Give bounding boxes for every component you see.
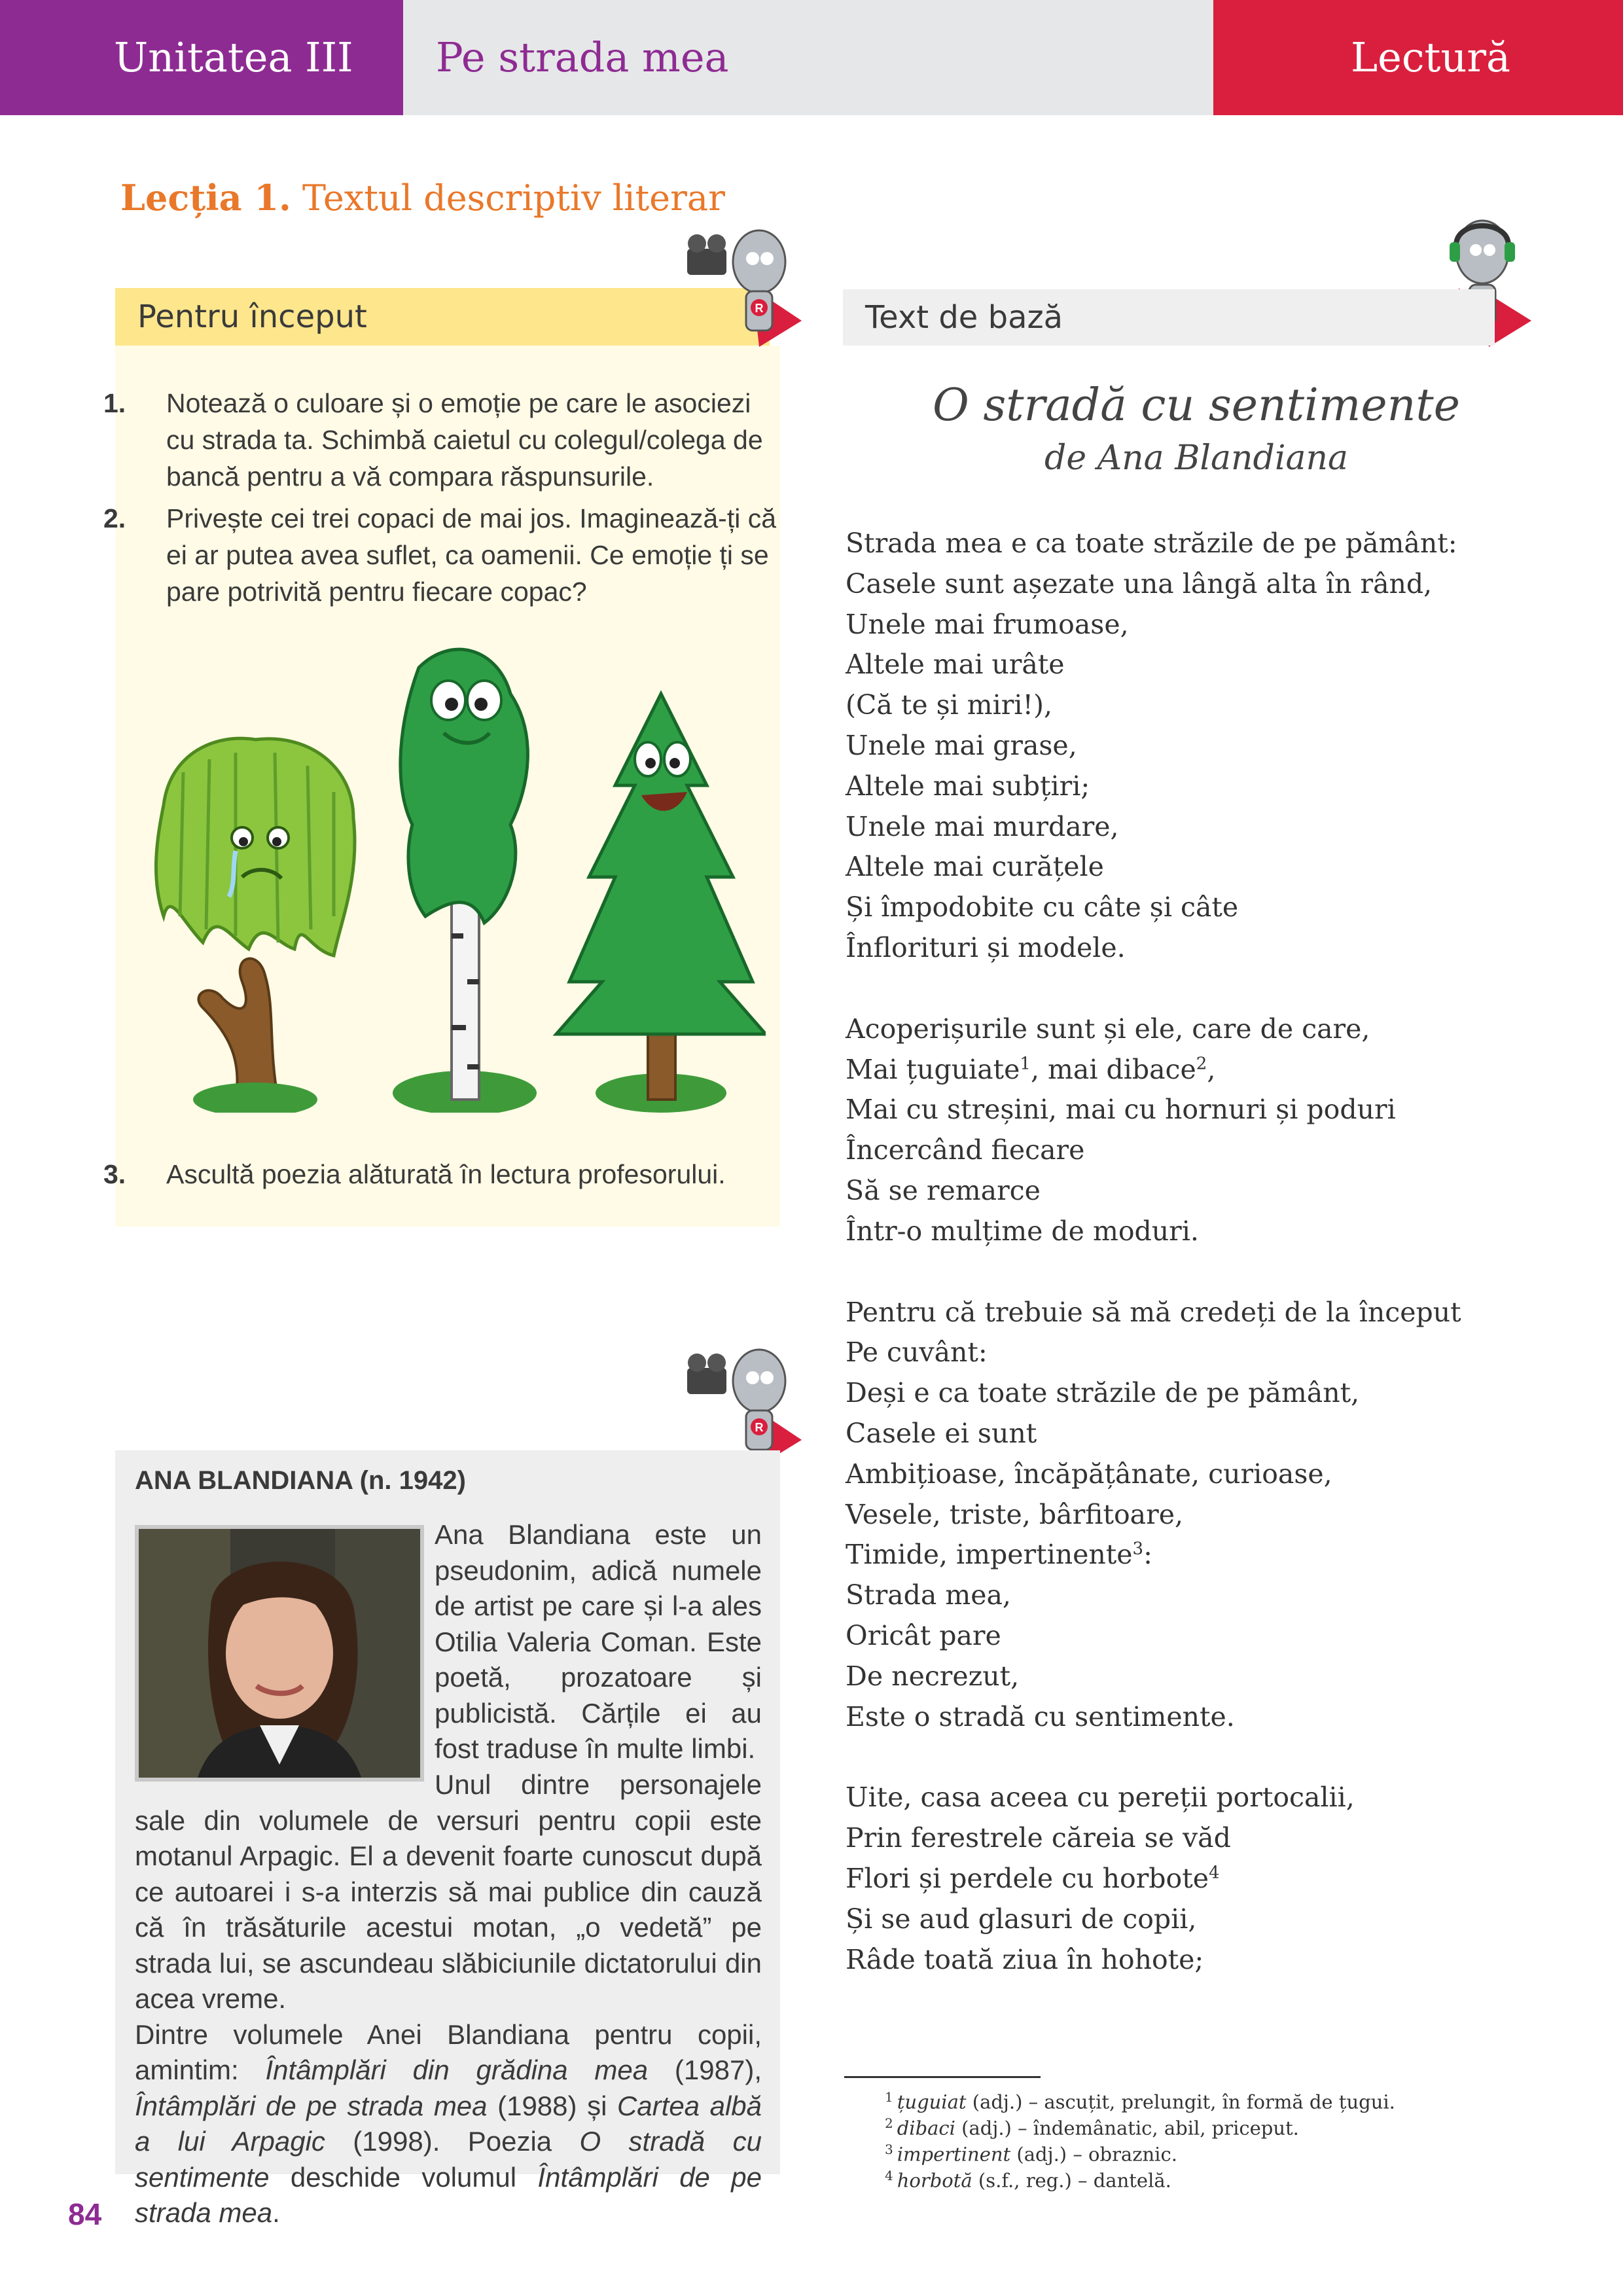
page-number: 84 <box>68 2197 102 2231</box>
footnote <box>885 2136 1395 2166</box>
poem-line: Uite, casa aceea cu pereții portocalii, <box>846 1782 1355 1814</box>
task-number: 2. <box>103 503 126 533</box>
bio-text: Dintre volumele Anei Blandiana pentru copii, amintim: <box>135 2018 762 2085</box>
footnote <box>885 2084 1395 2113</box>
task-text: Notează o culoare și o emoție pe care le asociezi cu strada ta. Schimbă caietul cu colegul/colega de bancă pentru a vă compara răspunsurile. <box>166 388 763 492</box>
footnote-ref: 2 <box>1196 1053 1207 1073</box>
poem-line: Deși e ca toate străzile de pe pământ, <box>846 1377 1360 1409</box>
footnote-ref: 1 <box>1020 1053 1031 1073</box>
book-title: Întâmplări din grădina mea <box>265 2054 649 2085</box>
poem-line: Unele mai frumoase, <box>846 608 1129 640</box>
footnote-ref: 3 <box>1132 1539 1144 1559</box>
footnote-term: horbotă <box>897 2169 972 2192</box>
footnotes <box>885 2075 1395 2192</box>
mascot-camera-icon <box>681 223 812 353</box>
task-2 <box>103 500 781 610</box>
poem-line: De necrezut, <box>846 1660 1020 1692</box>
bio-text: . <box>272 2197 280 2228</box>
poem-body <box>846 524 1565 1980</box>
bio-text: (1988) și <box>487 2090 617 2121</box>
lesson-name: Textul descriptiv literar <box>302 177 725 219</box>
unit-label: Unitatea III <box>0 0 403 115</box>
task-1 <box>103 385 781 495</box>
author-photo <box>135 1525 424 1782</box>
author-bio-heading: ANA BLANDIANA (n. 1942) <box>135 1466 466 1495</box>
poem-text: , <box>1207 1053 1216 1085</box>
footnote-number: 3 <box>885 2142 893 2157</box>
poem-line: Strada mea e ca toate străzile de pe pământ: <box>846 528 1457 559</box>
lesson-label: Lecția 1. <box>120 177 291 219</box>
poem-text: Timide, impertinente <box>846 1539 1133 1571</box>
footnote-definition: (adj.) – ascuțit, prelungit, în formă de țugui. <box>966 2090 1395 2113</box>
poem-line: Să se remarce <box>846 1174 1041 1206</box>
poem-text: Mai țuguiate <box>846 1053 1020 1085</box>
poem-text: : <box>1143 1539 1152 1571</box>
unit-topic: Pe strada mea <box>403 0 1213 115</box>
poem-line: Mai cu streșini, mai cu hornuri și poduri <box>846 1094 1396 1126</box>
poem-line: Încercând fiecare <box>846 1134 1085 1166</box>
task-number: 1. <box>103 388 126 418</box>
footnote-number: 4 <box>885 2168 893 2183</box>
poem-line: Unele mai murdare, <box>846 810 1119 842</box>
poem-text: , mai dibace <box>1030 1053 1196 1085</box>
task-text: Privește cei trei copaci de mai jos. Imaginează-ți că ei ar putea avea suflet, ca oamenii. Ce emoție ți se pare potrivită pentru fiecare copac? <box>166 503 777 607</box>
author-bio-paragraph: Unul dintre personajele sale din volumele de versuri pentru copii este motanul Arpagic. El a devenit foarte cunoscut după ce autoarei i s-a interzis să mai publice din cauză că în trăsăturile acestui motan, „o vedetă” pe strada lui, se ascundeau slăbiciunile dictatorului din acea vreme. <box>135 1769 762 2014</box>
poem-line: Vesele, triste, bârfitoare, <box>846 1498 1184 1530</box>
footnote <box>885 2110 1395 2140</box>
footnote-ref: 4 <box>1208 1863 1220 1883</box>
poem-line: Și se aud glasuri de copii, <box>846 1903 1197 1935</box>
poem-line <box>846 1050 1565 1090</box>
base-text-title: Text de bază <box>865 299 1063 336</box>
mascot-letter: R <box>755 1421 764 1434</box>
three-trees-illustration <box>144 641 766 1113</box>
task-3 <box>103 1156 781 1193</box>
willow-tree-illustration <box>156 738 355 1113</box>
poem-line: Este o stradă cu sentimente. <box>846 1700 1235 1732</box>
footnote <box>885 2162 1395 2192</box>
birch-tree-illustration <box>393 649 537 1113</box>
poem-author: de Ana Blandiana <box>1044 439 1348 478</box>
poem-title-ref: O stradă cu sentimente <box>135 2126 762 2193</box>
poem-line <box>846 1535 1565 1575</box>
book-title: Întâmplări de pe strada mea <box>135 2090 488 2121</box>
task-number: 3. <box>103 1159 126 1189</box>
author-bio-paragraph <box>135 2017 762 2231</box>
section-label: Lectură <box>1213 0 1623 115</box>
footnote-term: impertinent <box>897 2143 1011 2166</box>
footnote-number: 1 <box>885 2089 893 2105</box>
task-text: Ascultă poezia alăturată în lectura profesorului. <box>166 1159 726 1189</box>
book-title: Cartea albă a lui Arpagic <box>135 2090 762 2157</box>
start-title: Pentru început <box>137 298 367 335</box>
author-portrait-image <box>139 1529 420 1778</box>
author-bio-intro: Ana Blandiana este un pseudonim, adică numele de artist pe care și l-a ales Otilia Valeria Coman. Este poetă, prozatoare și publicistă. Cărțile ei au fost traduse în multe limbi. <box>435 1519 762 1764</box>
poem-line <box>846 1859 1565 1899</box>
mascot-letter: R <box>755 302 764 315</box>
lesson-title <box>120 177 725 219</box>
poem-line: Și împodobite cu câte și câte <box>846 891 1239 924</box>
poem-line: Pentru că trebuie să mă credeți de la început <box>846 1296 1461 1328</box>
poem-line: Strada mea, <box>846 1579 1011 1611</box>
footnote-term: țuguiat <box>897 2090 967 2113</box>
book-title: Întâmplări de pe strada mea <box>135 2161 762 2228</box>
footnote-term: dibaci <box>897 2117 955 2140</box>
spruce-tree-illustration <box>556 694 766 1113</box>
footnote-definition: (adj.) – îndemânatic, abil, priceput. <box>955 2117 1299 2140</box>
bio-text: deschide volumul <box>269 2161 538 2193</box>
author-bio-text <box>135 1767 762 2231</box>
poem-line: Unele mai grase, <box>846 729 1077 761</box>
poem-line: Înflorituri și modele. <box>846 931 1126 963</box>
poem-line: Casele ei sunt <box>846 1417 1037 1449</box>
poem-line: Ambițioase, încăpățânate, curioase, <box>846 1458 1332 1490</box>
poem-line: Altele mai urâte <box>846 649 1065 681</box>
poem-line: Prin ferestrele căreia se văd <box>846 1822 1231 1854</box>
poem-line: Pe cuvânt: <box>846 1336 988 1369</box>
poem-line: Râde toată ziua în hohote; <box>846 1943 1204 1975</box>
poem-line: Casele sunt așezate una lângă alta în rând, <box>846 567 1433 600</box>
footnote-definition: (s.f., reg.) – dantelă. <box>972 2169 1171 2192</box>
poem-line: Altele mai curățele <box>846 851 1104 883</box>
bio-text: (1987), <box>648 2054 762 2085</box>
footnote-definition: (adj.) – obraznic. <box>1010 2143 1177 2166</box>
poem-line: Altele mai subțiri; <box>846 770 1090 802</box>
footnote-number: 2 <box>885 2115 893 2131</box>
poem-line: Oricât pare <box>846 1619 1001 1651</box>
poem-title: O stradă cu sentimente <box>933 380 1460 431</box>
bio-text: (1998). Poezia <box>325 2126 580 2157</box>
poem-line: (Că te și miri!), <box>846 689 1053 721</box>
poem-text: Flori și perdele cu horbote <box>846 1862 1209 1894</box>
poem-line: Într-o mulțime de moduri. <box>846 1215 1199 1247</box>
poem-line: Acoperișurile sunt și ele, care de care, <box>846 1013 1370 1045</box>
